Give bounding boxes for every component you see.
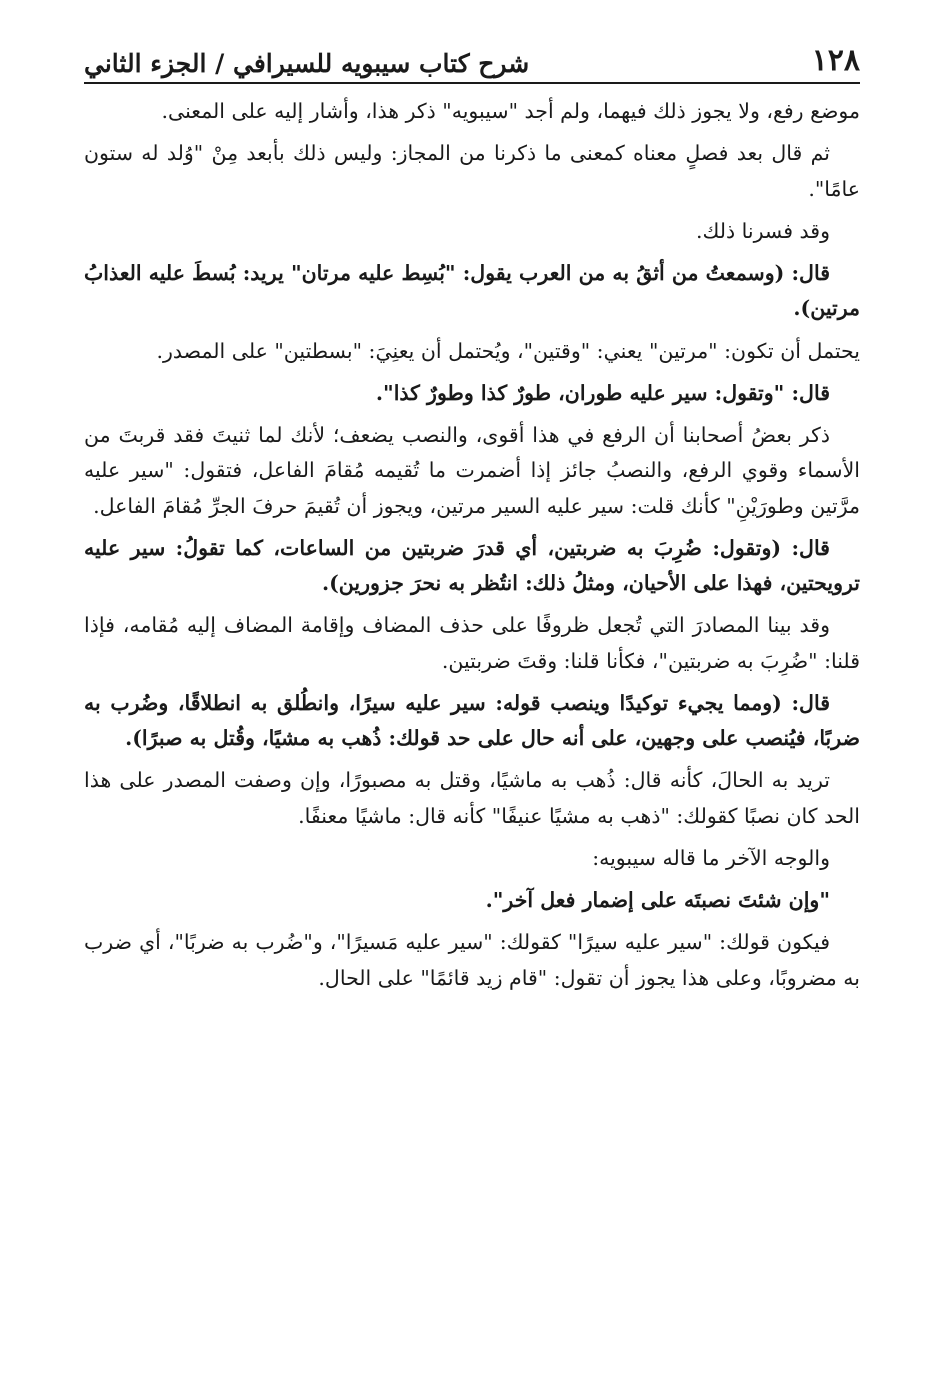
commentary-paragraph: تريد به الحالَ، كأنه قال: ذُهب به ماشيًا، وقتل به مصبورًا، وإن وصفت المصدر على هذا الحد كان نصبًا كقولك: "ذهب به مشيًا عنيفًا" كأنه قال: ماشيًا معنفًا. [84,768,860,828]
commentary-paragraph: والوجه الآخر ما قاله سيبويه: [592,845,830,870]
running-title: شرح كتاب سيبويه للسيرافي / الجزء الثاني [84,49,530,78]
quoted-paragraph: قال: "وتقول: سير عليه طوران، طورٌ كذا وطورٌ كذا". [375,380,830,405]
commentary-paragraph: موضع رفع، ولا يجوز ذلك فيهما، ولم أجد "سيبويه" ذكر هذا، وأشار إليه على المعنى. [161,99,860,123]
quoted-paragraph: "وإن شئتَ نصبتَه على إضمار فعل آخر". [485,888,830,912]
quoted-paragraph: قال: (وسمعتُ من أثقُ به من العرب يقول: "بُسِط عليه مرتان" يريد: بُسطَ عليه العذابُ مرتين). [84,261,860,321]
page-number: ١٢٨ [811,43,860,78]
page-body [84,94,860,1003]
commentary-paragraph: ثم قال بعد فصلٍ معناه كمعنى ما ذكرنا من المجاز: وليس ذلك بأبعد مِنْ "وُلد له ستون عامًا". [84,141,860,201]
quoted-paragraph: قال: (وتقول: ضُرِبَ به ضربتين، أي قدرَ ضربتين من الساعات، كما تقولُ: سير عليه ترويحتين، فهذا على الأحيان، ومثلُ ذلك: انتُظر به نحرَ جزورين). [84,535,860,595]
commentary-paragraph: ذكر بعضُ أصحابنا أن الرفع في هذا أقوى، والنصب يضعف؛ لأنك لما ثنيتَ فقد قربتَ من الأسماء وقوي الرفع، والنصبُ جائز إذا أضمرت ما تُقيمه مُقامَ الفاعل، فتقول: "سير عليه مرَّتين وطورَيْنِ" كأنك قلت: سير عليه السير مرتين، ويجوز أن تُقيمَ حرفَ الجرِّ مُقامَ الفاعل. [84,423,860,518]
commentary-paragraph: وقد فسرنا ذلك. [695,218,830,243]
page-header [84,22,860,84]
commentary-paragraph: يحتمل أن تكون: "مرتين" يعني: "وقتين"، ويُحتمل أن يعنِيَ: "بسطتين" على المصدر. [156,338,860,363]
quoted-paragraph: قال: (ومما يجيء توكيدًا وينصب قوله: سير عليه سيرًا، وانطُلق به انطلاقًا، وضُرب به ضربًا، فيُنصب على وجهين، على أنه حال على حد قولك: ذُهب به مشيًا، وقُتل به صبرًا). [84,690,860,750]
commentary-paragraph: فيكون قولك: "سير عليه سيرًا" كقولك: "سير عليه مَسيرًا"، و"ضُرب به ضربًا"، أي ضرب به مضروبًا، وعلى هذا يجوز أن تقول: "قام زيد قائمًا" على الحال. [84,930,860,990]
commentary-paragraph: وقد بينا المصادرَ التي تُجعل ظروفًا على حذف المضاف وإقامة المضاف إليه مُقامه، فإذا قلنا: "ضُرِبَ به ضربتين"، فكأنا قلنا: وقتَ ضربتين. [84,613,860,673]
